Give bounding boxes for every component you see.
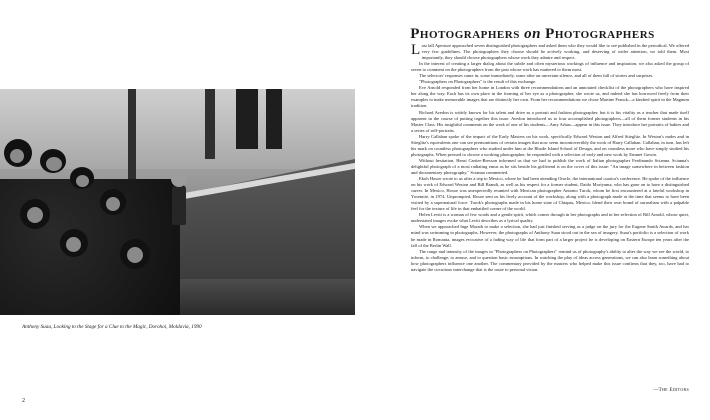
photo-crowd-face — [10, 149, 24, 163]
photo-boy-body — [172, 185, 186, 225]
photo-boy-head — [171, 171, 187, 187]
page-title — [355, 26, 710, 43]
right-page — [355, 0, 710, 420]
paragraph: When we approached Inge Morath to make a selection, she had just finished serving as a judge on the jury for the Eugene Smith Awards, and her mind was swimming in photographs. However, the photographs of Anthony Suau stood out in the sea of imagery. Suau's portfolio is a selection of work he made in Romania, images evocative of a fading way of life that form part of a larger project he is developing on Eastern Europe ten years after the fall of the Berlin Wall. — [411, 224, 689, 248]
photo-crowd-face — [127, 247, 143, 263]
paragraph: Without hesitation, Henri Cartier-Bresson informed us that we had to publish the work of Italian photographer Ferdinando Scianna. Scianna's delightful photograph of a most radiating emus as he sits beside his girlfriend is on the cover of this issue: "An image somewhere in between fashion and documentary photography," Scianna commented. — [411, 157, 689, 175]
photo-caption: Anthony Suau, Looking to the Stage for a Clue to the Magic, Dorohoi, Moldavia, 1990 — [22, 324, 202, 330]
photo-performer-legs — [236, 89, 258, 149]
paragraph: Helen Levitt is a woman of few words and a gentle spirit, which comes through in her photographs and in her selection of Bill Arnold, whose quiet, understated images evoke what Levitt describes as a lyrical quality. — [411, 212, 689, 224]
article-body — [411, 43, 689, 385]
photo-performer-legs — [266, 89, 282, 149]
paragraph: The range and intensity of the images in "Photographers on Photographers" remind us of photography's ability to alter the way we see the world, to inform, to challenge, to amuse, and to question basic assumptions. In watching the play of ideas across generations, we can also learn something about how photographers influence one another. The commentary provided by the masters who helped make this issue confirms that they, too, have had to navigate the circuitous interchange that is the route to personal vision. — [411, 248, 689, 272]
paragraph: "Photographers on Photographers" is the result of this exchange. — [419, 79, 537, 85]
paragraph: Ekoh Hosoe wrote to us after a trip to Mexico, where he had been attending Oracle, the international curator's conference. He spoke of the influence on his work of Edward Weston and Bill Brandt, as well as his respect for a former student, Daido Moriyama, who has gone on to have a distinguished career. In Mexico, Hosoe was unexpectedly reunited with Mexican photographer Antonio Turok, whom he first encountered at a fateful workshop in Yosemite, in 1974. Unprompted, Hosoe sent us his lively account of the workshop, along with a photograph made at the time that seems to have been visited by a supernatural force. Turok's photographs made in his home state of Chiapas, Mexico, blend their own brand of surrealism with a palpable feel for the texture of life in that embattled corner of the world. — [411, 176, 689, 212]
editors-signature: —The Editors — [653, 388, 689, 393]
paragraph: Last fall Aperture approached seven distinguished photographers and asked them who they would like to see published in the periodical. We offered very few guidelines. The photographers they choose should be actively working, and deserving of wider attention, we told them. Most importantly, they should choose photographers whose work they admire and respect. — [411, 43, 689, 61]
photo-crowd-face — [106, 197, 120, 211]
paragraph: Harry Callahan spoke of the impact of the Early Masters on his work, specifically Edward Weston and Alfred Stieglitz. In Weston's nudes and in Stieglitz's equivalents one can see premonitions of certain images that now seem incontrovertibly the work of Harry Callahan. Callahan, in turn, has left his mark on countless photographers who studied under him at the Rhode Island School of Design, and on countless more who have simply studied his photographs. When pressed to choose a working photographer, he responded with a selection of early and new work by Emmet Gowin. — [411, 133, 689, 157]
photograph — [0, 89, 355, 315]
photo-crowd-face — [76, 175, 89, 187]
photo-crowd-face — [27, 207, 43, 223]
page-number: 2 — [22, 398, 25, 404]
title-on: on — [524, 26, 541, 42]
drop-cap: L — [411, 43, 421, 58]
photo-crowd-face — [46, 157, 62, 171]
paragraph: In the interest of creating a larger dialog about the subtle and often mysterious workings of influence and inspiration, we also asked the group of seven to comment on the photographers from the past whose work has mattered to them most. — [411, 61, 689, 73]
title-part1: Photographers — [410, 26, 520, 42]
paragraph: Eve Arnold responded from her home in London with three recommendations and an annotated checklist of the photographers who have inspired her along the way. Each has its own place in the forming of her eye as a photographer, she wrote us, and indeed she has borrowed freely from their examples to make memorable images that are distinctly her own. From her recommendations we chose Martine Franck—a kindred spirit in the Magnum tradition. — [411, 85, 689, 109]
photo-ground — [150, 279, 355, 315]
photo-crowd — [0, 179, 180, 315]
paragraph: The selectors' responses came in, some immediately, some after an uncertain silence, and all of them full of stories and surprises. — [419, 73, 654, 79]
paragraph: Richard Avedon is widely known for his talent and drive as a portrait and fashion photographer, but it is his vitality as a teacher that made itself apparent in the course of putting together this issue. Avedon introduced us to four accomplished photographers—all of them former students in his Master Class. His insightful comments on the work of one of his students—Amy Arbus—appear in this issue. They introduce her portraits of babies and a series of self-portraits. — [411, 109, 689, 133]
title-part2: Photographers — [545, 26, 655, 42]
photo-crowd-face — [66, 237, 81, 252]
photo-pole — [205, 89, 215, 159]
